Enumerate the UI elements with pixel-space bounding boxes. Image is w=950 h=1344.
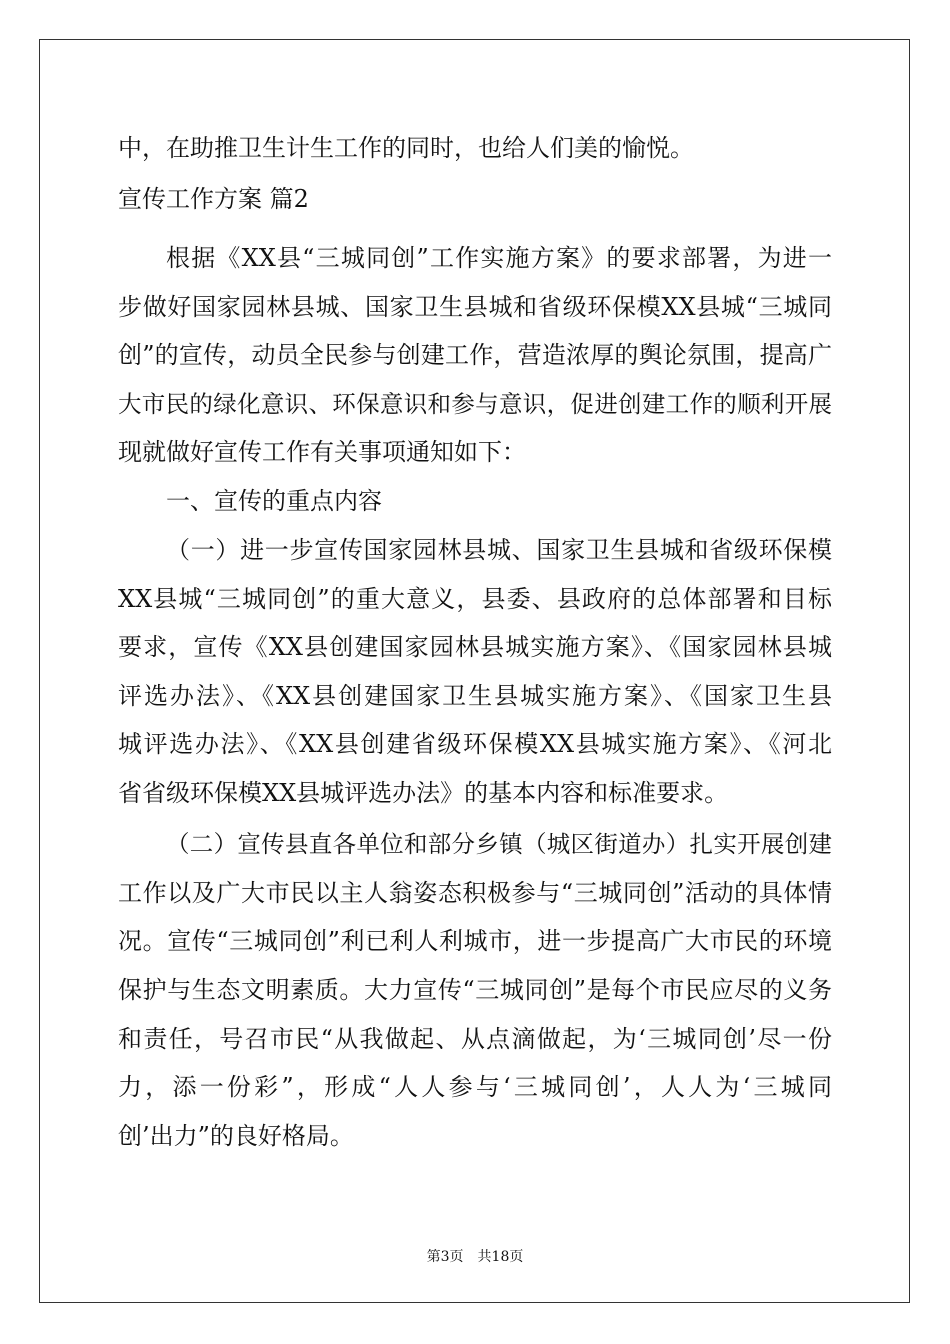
- paragraph-line: 根据《XX县“三城同创”工作实施方案》的要求部署，为进一: [166, 244, 832, 272]
- paragraph-line: 保护与生态文明素质。大力宣传“三城同创”是每个市民应尽的义务: [118, 976, 832, 1004]
- page-number-footer: 第3页 共18页: [426, 1249, 524, 1265]
- paragraph-line: 中，在助推卫生计生工作的同时，也给人们美的愉悦。: [118, 134, 694, 162]
- paragraph-line: 工作以及广大市民以主人翁姿态积极参与“三城同创”活动的具体情: [118, 879, 832, 907]
- paragraph-line: 创”的宣传，动员全民参与创建工作，营造浓厚的舆论氛围，提高广: [118, 341, 832, 369]
- paragraph-line: 要求，宣传《XX县创建国家园林县城实施方案》、《国家园林县城: [118, 633, 832, 661]
- paragraph-line: 和责任，号召市民“从我做起、从点滴做起，为‘三城同创’尽一份: [118, 1025, 832, 1053]
- section-heading: 宣传工作方案 篇2: [118, 185, 309, 213]
- page-border: [39, 39, 910, 1303]
- paragraph-line: 现就做好宣传工作有关事项通知如下：: [118, 438, 526, 466]
- paragraph-line: （一）进一步宣传国家园林县城、国家卫生县城和省级环保模: [166, 536, 832, 564]
- paragraph-line: 步做好国家园林县城、国家卫生县城和省级环保模XX县城“三城同: [118, 293, 832, 321]
- paragraph-line: 况。宣传“三城同创”利已利人利城市，进一步提高广大市民的环境: [118, 927, 832, 955]
- subsection-heading: 一、宣传的重点内容: [166, 487, 382, 515]
- paragraph-line: 省省级环保模XX县城评选办法》的基本内容和标准要求。: [118, 779, 729, 807]
- paragraph-line: （二）宣传县直各单位和部分乡镇（城区街道办）扎实开展创建: [166, 830, 832, 858]
- paragraph-line: 评选办法》、《XX县创建国家卫生县城实施方案》、《国家卫生县: [118, 682, 832, 710]
- paragraph-line: 创’出力”的良好格局。: [118, 1122, 354, 1150]
- paragraph-line: 大市民的绿化意识、环保意识和参与意识，促进创建工作的顺利开展: [118, 390, 832, 418]
- paragraph-line: 城评选办法》、《XX县创建省级环保模XX县城实施方案》、《河北: [118, 730, 832, 758]
- paragraph-line: XX县城“三城同创”的重大意义，县委、县政府的总体部署和目标: [118, 585, 832, 613]
- paragraph-line: 力，添一份彩”，形成“人人参与‘三城同创’，人人为‘三城同: [118, 1073, 832, 1101]
